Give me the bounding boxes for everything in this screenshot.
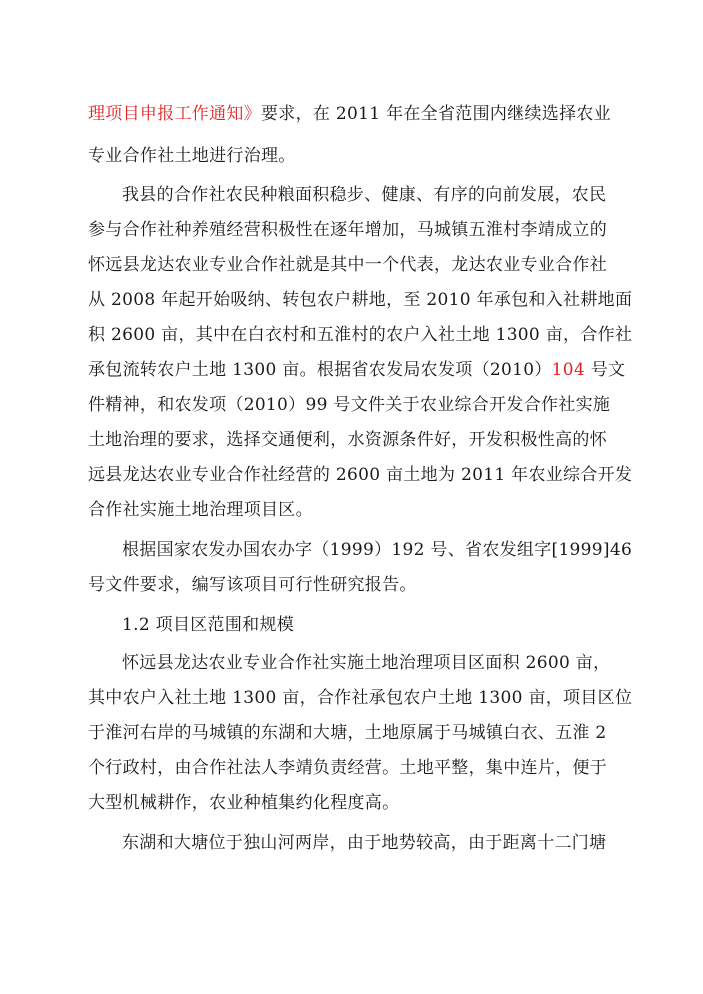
line-text: 大型机械耕作，农业种植集约化程度高。 [88, 793, 400, 813]
section-heading [122, 614, 662, 636]
text-line [88, 757, 628, 779]
line-text: 要求，在 2011 年在全省范围内继续选择农业 [261, 104, 611, 124]
paragraph-start [122, 184, 662, 206]
line-text: 其中农户入社土地 1300 亩，合作社承包农户土地 1300 亩，项目区位 [88, 688, 633, 708]
notice-title-reference: 理项目申报工作通知》 [88, 104, 261, 124]
text-line [88, 254, 628, 276]
line-text: 东湖和大塘位于独山河两岸，由于地势较高，由于距离十二门塘 [122, 833, 607, 853]
line-text: 根据国家农发办国农办字（1999）192 号、省农发组字[1999]46 [122, 540, 633, 560]
text-line [88, 722, 628, 744]
text-line [88, 394, 628, 416]
line-text: 我县的合作社农民种粮面积稳步、健康、有序的向前发展，农民 [122, 185, 607, 205]
text-line [88, 103, 628, 125]
text-line [88, 792, 628, 814]
line-text: 专业合作社土地进行治理。 [88, 146, 296, 166]
line-text: 怀远县龙达农业专业合作社就是其中一个代表，龙达农业专业合作社 [88, 255, 607, 275]
document-number-highlight: 104 [551, 360, 585, 380]
text-line [88, 464, 633, 486]
line-text: 于淮河右岸的马城镇的东湖和大塘，土地原属于马城镇白衣、五淮 2 [88, 723, 607, 743]
text-line [88, 324, 633, 346]
line-text: 怀远县龙达农业专业合作社实施土地治理项目区面积 2600 亩， [122, 653, 611, 673]
line-text: 远县龙达农业专业合作社经营的 2600 亩土地为 2011 年农业综合开发 [88, 465, 633, 485]
text-line [88, 429, 628, 451]
line-text: 积 2600 亩，其中在白衣村和五淮村的农户入社土地 1300 亩，合作社 [88, 325, 633, 345]
text-line [88, 359, 628, 381]
text-line [88, 289, 633, 311]
text-line [88, 687, 633, 709]
paragraph-start [122, 652, 662, 674]
paragraph-start [122, 832, 662, 854]
line-text: 号文件要求，编写该项目可行性研究报告。 [88, 575, 417, 595]
line-text: 号文 [585, 360, 626, 380]
section-heading-text: 1.2 项目区范围和规模 [122, 615, 295, 635]
text-line [88, 574, 628, 596]
text-line [88, 219, 628, 241]
line-text: 从 2008 年起开始吸纳、转包农户耕地，至 2010 年承包和入社耕地面 [88, 290, 633, 310]
line-text: 土地治理的要求，选择交通便利，水资源条件好，开发积极性高的怀 [88, 430, 607, 450]
line-text: 个行政村，由合作社法人李靖负责经营。土地平整，集中连片，便于 [88, 758, 607, 778]
text-line [88, 499, 628, 521]
line-text: 承包流转农户土地 1300 亩。根据省农发局农发项（2010） [88, 360, 552, 380]
text-line [88, 145, 628, 167]
paragraph-start [122, 539, 662, 561]
line-text: 合作社实施土地治理项目区。 [88, 500, 313, 520]
line-text: 参与合作社种养殖经营积极性在逐年增加，马城镇五淮村李靖成立的 [88, 220, 607, 240]
line-text: 件精神，和农发项（2010）99 号文件关于农业综合开发合作社实施 [88, 395, 611, 415]
